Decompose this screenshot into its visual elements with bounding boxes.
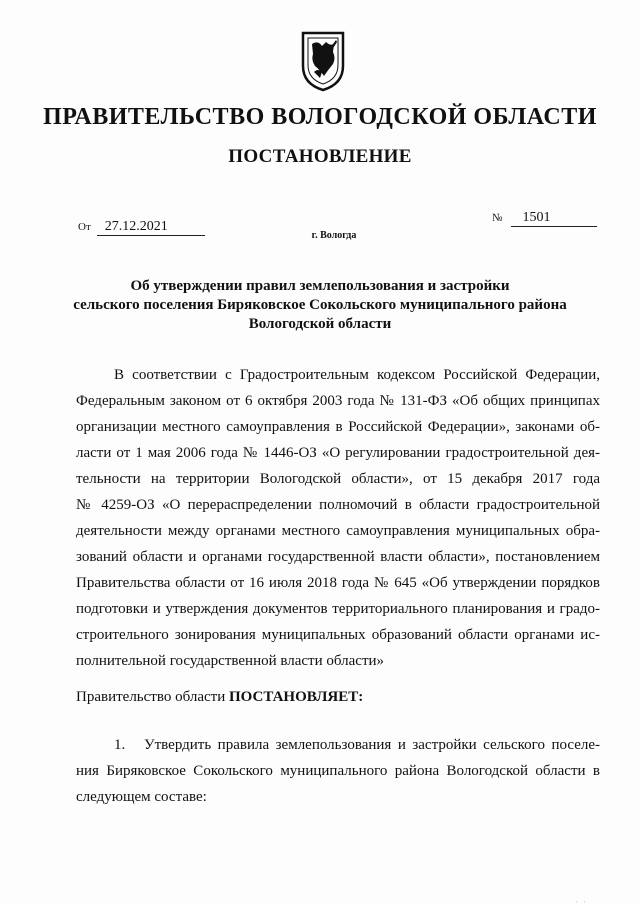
- paragraph-line: деятельности между органами местного самоуправления муниципальных обра-: [76, 523, 600, 539]
- paragraph-line: зований области и органами государственной власти области», постановлением: [76, 549, 600, 565]
- subject-line: Вологодской области: [248, 316, 392, 332]
- decree-prefix: Правительство области: [76, 689, 226, 705]
- paragraph-line: тельности на территории Вологодской области», от 15 декабря 2017 года: [76, 471, 600, 487]
- paragraph-line: В соответствии с Градостроительным кодексом Российской Федерации,: [114, 367, 600, 383]
- date-value: 27.12.2021: [97, 219, 205, 236]
- government-title: ПРАВИТЕЛЬСТВО ВОЛОГОДСКОЙ ОБЛАСТИ: [43, 104, 597, 130]
- paragraph-line: полнительной государственной власти области»: [76, 653, 385, 669]
- paragraph-line: № 4259-ОЗ «О перераспределении полномочий в области градостроительной: [76, 497, 600, 513]
- document-type-title: ПОСТАНОВЛЕНИЕ: [228, 146, 412, 167]
- date-label: От: [78, 221, 91, 233]
- list-item: [76, 732, 600, 810]
- paragraph-line: Федеральным законом от 6 октября 2003 года № 131-ФЗ «Об общих принципах: [76, 393, 600, 409]
- paragraph-line: ния Биряковское Сокольского муниципального района Вологодской области в: [76, 763, 600, 779]
- scan-mark: ˌ ˌ: [575, 895, 588, 903]
- paragraph-line: Правительства области от 16 июля 2018 года № 645 «Об утверждении порядков: [76, 575, 600, 591]
- subject-line: сельского поселения Биряковское Сокольского муниципального района: [73, 297, 567, 313]
- paragraph-line: следующем составе:: [76, 789, 207, 805]
- item-number: 1.: [114, 737, 126, 753]
- number-field: [492, 209, 597, 227]
- city-label: г. Вологда: [311, 230, 357, 241]
- number-value: 1501: [511, 210, 597, 227]
- preamble-paragraph: [76, 362, 600, 674]
- paragraph-line: ласти от 1 мая 2006 года № 1446-ОЗ «О регулировании градостроительной дея-: [76, 445, 600, 461]
- paragraph-line: организации местного самоуправления в Российской Федерации», законами об-: [76, 419, 600, 435]
- item-text: Утвердить правила землепользования и застройки сельского поселе-: [144, 737, 600, 753]
- coat-of-arms-icon: [300, 30, 346, 92]
- paragraph-line: строительного зонирования муниципальных образований области органами ис-: [76, 627, 600, 643]
- decree-statement: [76, 684, 363, 710]
- item-first-line: [76, 732, 600, 758]
- paragraph-line: подготовки и утверждения документов территориального планирования и градо-: [76, 601, 600, 617]
- decree-keyword: ПОСТАНОВЛЯЕТ:: [228, 689, 364, 705]
- document-subject: [40, 277, 600, 334]
- number-label: №: [492, 212, 503, 224]
- subject-line: Об утверждении правил землепользования и застройки: [130, 278, 510, 294]
